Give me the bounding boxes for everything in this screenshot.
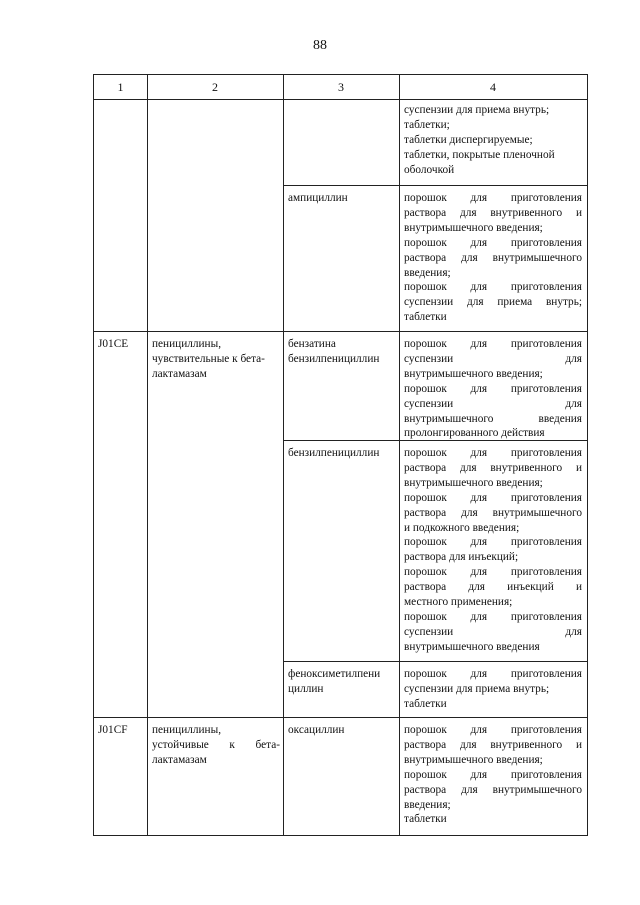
dosage-form-line: пролонгированного действия bbox=[404, 427, 545, 440]
dosage-form-line: порошок для приготовления bbox=[404, 668, 582, 680]
dosage-form-line: внутримышечного введения bbox=[404, 412, 582, 425]
dosage-form-line: суспензии для bbox=[404, 397, 582, 410]
dosage-form-line: и подкожного введения; bbox=[404, 521, 520, 534]
substance-line: ампициллин bbox=[288, 192, 348, 204]
header-cell-2: 2 bbox=[212, 80, 218, 94]
substance-line: бензилпенициллин bbox=[288, 447, 380, 459]
row-divider bbox=[94, 331, 587, 332]
header-cell-4: 4 bbox=[490, 80, 496, 94]
dosage-forms bbox=[404, 667, 582, 712]
dosage-form-line: таблетки; bbox=[404, 118, 450, 131]
dosage-form-line: введения; bbox=[404, 266, 451, 279]
dosage-form-line: раствора для инъекций; bbox=[404, 551, 519, 564]
header-cell-3: 3 bbox=[338, 80, 344, 94]
dosage-form-line: порошок для приготовления bbox=[404, 447, 582, 459]
item-divider bbox=[283, 661, 587, 662]
dosage-form-line: суспензии для bbox=[404, 625, 582, 638]
row-divider bbox=[94, 717, 587, 718]
header-cell-1: 1 bbox=[117, 80, 124, 94]
group-line: чувствительные к бета- bbox=[152, 352, 265, 365]
dosage-forms bbox=[404, 723, 582, 827]
column-divider bbox=[399, 717, 400, 835]
dosage-form-line: порошок для приготовления bbox=[404, 338, 582, 350]
column-divider bbox=[147, 99, 148, 331]
dosage-form-line: таблетки, покрытые пленочной bbox=[404, 148, 555, 161]
dosage-form-line: раствора для внутривенного и bbox=[404, 738, 582, 751]
dosage-form-line: раствора для внутримышечного bbox=[404, 783, 582, 796]
column-divider bbox=[283, 331, 284, 717]
dosage-form-line: порошок для приготовления bbox=[404, 566, 582, 579]
atc-code: J01CE bbox=[98, 338, 129, 350]
dosage-form-line: порошок для приготовления bbox=[404, 724, 582, 736]
dosage-form-line: таблетки диспергируемые; bbox=[404, 133, 533, 146]
dosage-forms bbox=[404, 191, 582, 325]
group-line: пенициллины, bbox=[152, 724, 222, 736]
dosage-form-line: суспензии для приема внутрь; bbox=[404, 104, 550, 116]
substance-name bbox=[288, 723, 398, 738]
dosage-form-line: введения; bbox=[404, 798, 451, 811]
dosage-form-line: раствора для внутривенного и bbox=[404, 206, 582, 219]
group-name bbox=[152, 723, 280, 768]
column-divider bbox=[399, 99, 400, 185]
dosage-form-line: внутримышечного введения bbox=[404, 640, 540, 653]
dosage-form-line: порошок для приготовления bbox=[404, 536, 582, 549]
group-line: лактамазам bbox=[152, 367, 207, 380]
dosage-form-line: порошок для приготовления bbox=[404, 382, 582, 395]
dosage-form-line: раствора для внутривенного и bbox=[404, 461, 582, 474]
header-divider bbox=[94, 99, 587, 100]
column-divider bbox=[147, 75, 148, 99]
dosage-form-line: внутримышечного введения; bbox=[404, 367, 543, 380]
dosage-form-line: внутримышечного введения; bbox=[404, 476, 543, 489]
substance-line: оксациллин bbox=[288, 724, 345, 736]
dosage-form-line: внутримышечного введения; bbox=[404, 753, 543, 766]
dosage-form-line: таблетки bbox=[404, 813, 447, 826]
dosage-form-line: внутримышечного введения; bbox=[404, 221, 543, 234]
substance-line: циллин bbox=[288, 682, 324, 695]
column-divider bbox=[399, 185, 400, 331]
group-name bbox=[152, 337, 280, 382]
substance-name bbox=[288, 667, 398, 697]
atc-code: J01CF bbox=[98, 724, 128, 736]
substance-line: бензатина bbox=[288, 338, 336, 350]
dosage-form-line: раствора для внутримышечного bbox=[404, 251, 582, 264]
dosage-forms bbox=[404, 337, 582, 441]
dosage-form-line: таблетки bbox=[404, 697, 447, 710]
item-divider bbox=[283, 185, 587, 186]
dosage-form-line: местного применения; bbox=[404, 596, 513, 609]
item-divider bbox=[283, 440, 587, 441]
dosage-form-line: порошок для приготовления bbox=[404, 491, 582, 504]
column-divider bbox=[399, 440, 400, 661]
group-line: устойчивые к бета- bbox=[152, 738, 280, 751]
dosage-forms bbox=[404, 446, 582, 655]
dosage-form-line: суспензии для приема внутрь; bbox=[404, 682, 550, 695]
dosage-form-line: оболочкой bbox=[404, 163, 455, 176]
dosage-form-line: суспензии для приема внутрь; bbox=[404, 296, 582, 309]
group-line: пенициллины, bbox=[152, 338, 222, 350]
column-divider bbox=[283, 75, 284, 99]
dosage-form-line: раствора для внутримышечного bbox=[404, 506, 582, 519]
substance-name bbox=[288, 446, 398, 461]
dosage-form-line: порошок для приготовления bbox=[404, 236, 582, 249]
page-number: 88 bbox=[313, 38, 327, 53]
dosage-forms bbox=[404, 103, 582, 178]
dosage-form-line: порошок для приготовления bbox=[404, 192, 582, 204]
column-divider bbox=[147, 331, 148, 717]
drug-table bbox=[93, 74, 588, 836]
substance-name bbox=[288, 337, 398, 367]
group-line: лактамазам bbox=[152, 753, 207, 766]
column-divider bbox=[399, 331, 400, 440]
dosage-form-line: порошок для приготовления bbox=[404, 281, 582, 294]
substance-line: феноксиметилпени bbox=[288, 668, 381, 680]
column-divider bbox=[399, 661, 400, 717]
substance-line: бензилпенициллин bbox=[288, 352, 380, 365]
dosage-form-line: порошок для приготовления bbox=[404, 768, 582, 781]
column-divider bbox=[283, 717, 284, 835]
dosage-form-line: таблетки bbox=[404, 311, 447, 324]
substance-name bbox=[288, 191, 398, 206]
dosage-form-line: суспензии для bbox=[404, 352, 582, 365]
dosage-form-line: раствора для инъекций и bbox=[404, 581, 582, 594]
column-divider bbox=[399, 75, 400, 99]
column-divider bbox=[147, 717, 148, 835]
dosage-form-line: порошок для приготовления bbox=[404, 610, 582, 623]
column-divider bbox=[283, 99, 284, 331]
